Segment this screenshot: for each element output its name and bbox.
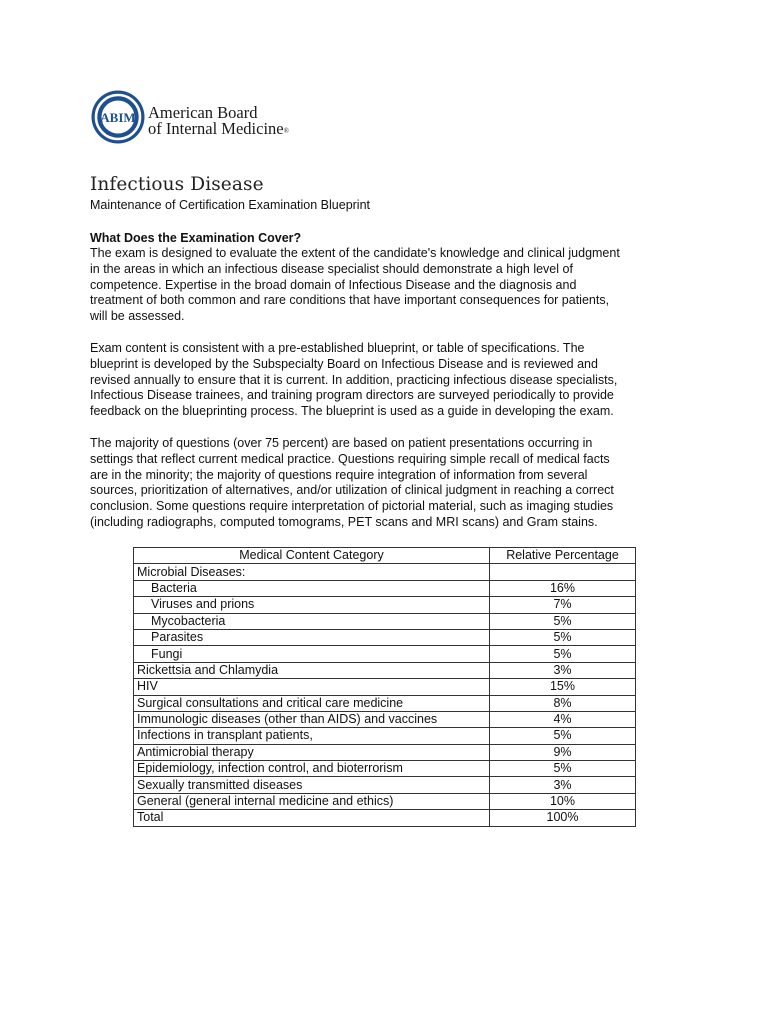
header-percentage: Relative Percentage xyxy=(490,548,636,564)
percentage-cell: 100% xyxy=(490,810,636,826)
table-row xyxy=(134,728,636,744)
category-cell: Parasites xyxy=(134,629,490,645)
category-cell: Antimicrobial therapy xyxy=(134,744,490,760)
category-cell: General (general internal medicine and ethics) xyxy=(134,793,490,809)
category-cell: Rickettsia and Chlamydia xyxy=(134,662,490,678)
paragraph-question-types xyxy=(90,436,690,531)
registered-mark: ® xyxy=(283,127,289,135)
logo-monogram: ABIM xyxy=(100,110,136,125)
logo-wordmark xyxy=(148,105,348,137)
paragraph-text: Exam content is consistent with a pre-established blueprint, or table of specifications. The blueprint is developed by the Subspecialty Board on Infectious Disease and is reviewed and revised annually to ensure that it is current. In addition, practicing infectious disease specialists, Infectious Disease trainees, and training program directors are surveyed periodically to provide feedback on the blueprinting process. The blueprint is used as a guide in developing the exam. xyxy=(90,341,618,419)
percentage-cell: 5% xyxy=(490,629,636,645)
percentage-cell: 5% xyxy=(490,646,636,662)
table-row xyxy=(134,662,636,678)
table-row xyxy=(134,564,636,580)
paragraph-text: The exam is designed to evaluate the extent of the candidate's knowledge and clinical judgment in the areas in which an infectious disease specialist should demonstrate a high level of competence. Expertise in the broad domain of Infectious Disease and the diagnosis and treatment of both common and rare conditions that have important consequences for patients, will be assessed. xyxy=(90,246,620,324)
category-cell: Bacteria xyxy=(134,580,490,596)
percentage-cell: 3% xyxy=(490,777,636,793)
category-cell: Total xyxy=(134,810,490,826)
header-category: Medical Content Category xyxy=(134,548,490,564)
table-row xyxy=(134,711,636,727)
percentage-cell: 5% xyxy=(490,613,636,629)
percentage-cell: 16% xyxy=(490,580,636,596)
table-row xyxy=(134,679,636,695)
logo-line-2: of Internal Medicine xyxy=(148,119,284,138)
table-row xyxy=(134,646,636,662)
category-cell: Immunologic diseases (other than AIDS) and vaccines xyxy=(134,711,490,727)
category-cell: Epidemiology, infection control, and bioterrorism xyxy=(134,761,490,777)
table-row xyxy=(134,580,636,596)
table-row xyxy=(134,744,636,760)
percentage-cell: 9% xyxy=(490,744,636,760)
abim-seal-icon xyxy=(90,89,146,145)
category-cell: Fungi xyxy=(134,646,490,662)
table-row xyxy=(134,793,636,809)
table-row xyxy=(134,597,636,613)
page-title: Infectious Disease xyxy=(90,174,264,195)
category-cell: Mycobacteria xyxy=(134,613,490,629)
blueprint-table xyxy=(133,547,636,827)
percentage-cell xyxy=(490,564,636,580)
category-cell: Sexually transmitted diseases xyxy=(134,777,490,793)
table-row xyxy=(134,777,636,793)
section-heading: What Does the Examination Cover? xyxy=(90,231,302,245)
paragraph-exam-purpose xyxy=(90,246,690,325)
percentage-cell: 3% xyxy=(490,662,636,678)
percentage-cell: 5% xyxy=(490,728,636,744)
percentage-cell: 15% xyxy=(490,679,636,695)
page-subtitle: Maintenance of Certification Examination Blueprint xyxy=(90,198,371,212)
percentage-cell: 5% xyxy=(490,761,636,777)
category-cell: Infections in transplant patients, xyxy=(134,728,490,744)
table-header-row xyxy=(134,548,636,564)
paragraph-exam-content xyxy=(90,341,690,420)
paragraph-text: The majority of questions (over 75 percent) are based on patient presentations occurring in settings that reflect current medical practice. Questions requiring simple recall of medical facts are in the minority; the majority of questions require integration of information from several sources, prioritization of alternatives, and/or utilization of clinical judgment in reaching a correct conclusion. Some questions require interpretation of pictorial material, such as imaging studies (including radiographs, computed tomograms, PET scans and MRI scans) and Gram stains. xyxy=(90,436,614,529)
category-cell: Surgical consultations and critical care medicine xyxy=(134,695,490,711)
percentage-cell: 8% xyxy=(490,695,636,711)
percentage-cell: 7% xyxy=(490,597,636,613)
category-cell: Microbial Diseases: xyxy=(134,564,490,580)
category-cell: Viruses and prions xyxy=(134,597,490,613)
percentage-cell: 4% xyxy=(490,711,636,727)
logo-line-2-wrap xyxy=(148,121,348,137)
category-cell: HIV xyxy=(134,679,490,695)
table-row xyxy=(134,695,636,711)
table-row xyxy=(134,810,636,826)
percentage-cell: 10% xyxy=(490,793,636,809)
table-row xyxy=(134,761,636,777)
logo-line-1: American Board xyxy=(148,103,258,122)
table-row xyxy=(134,629,636,645)
table-row xyxy=(134,613,636,629)
table-body xyxy=(134,564,636,826)
